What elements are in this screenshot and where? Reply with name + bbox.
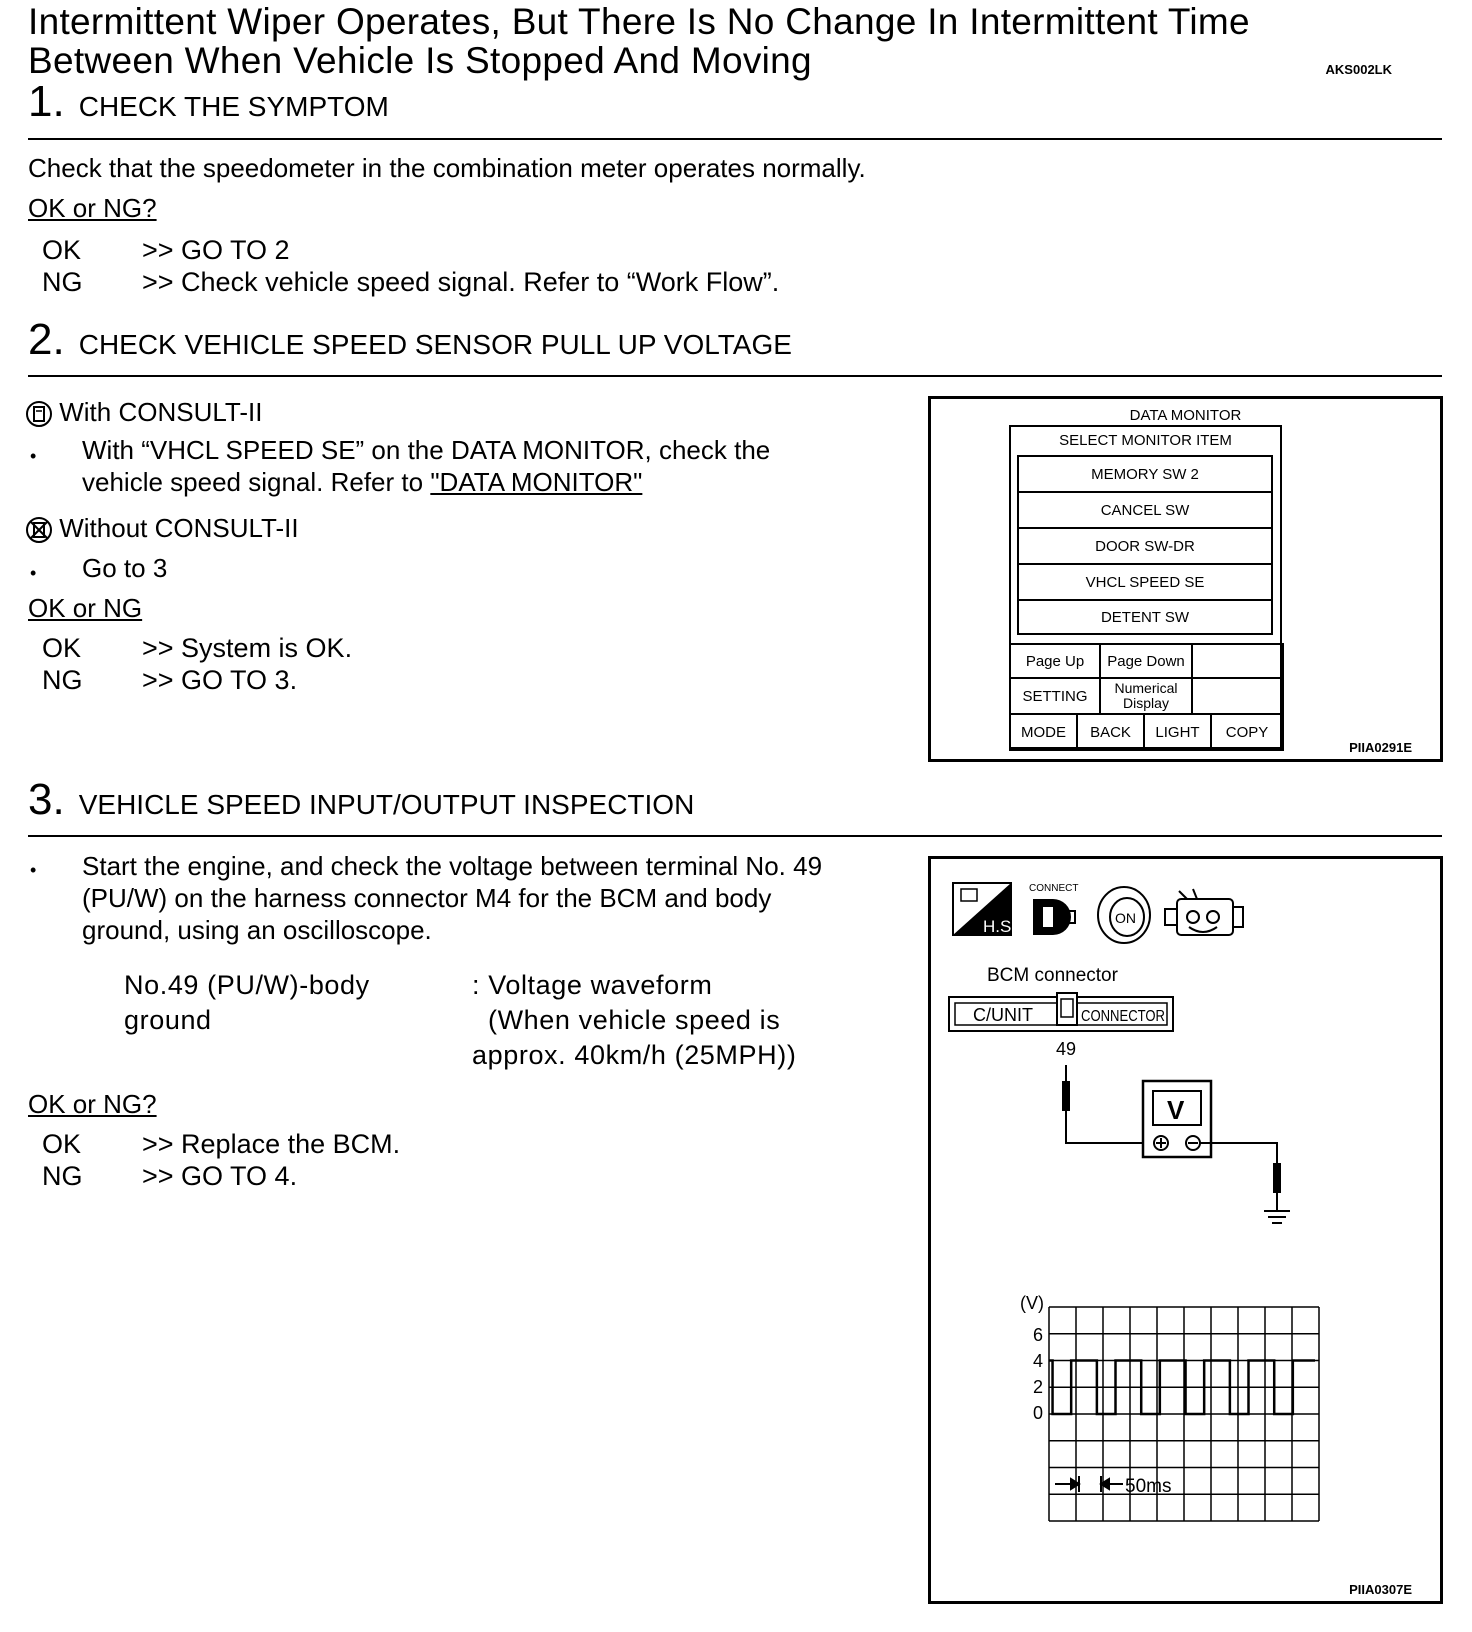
meter-label: V [1167, 1095, 1185, 1125]
ok-label: OK [42, 235, 82, 265]
ng-label: NG [42, 1161, 83, 1191]
with-consult-text: With “VHCL SPEED SE” on the DATA MONITOR, check the vehicle speed signal. Refer to "DATA MONITOR" [82, 435, 771, 497]
no-consult-icon [26, 517, 52, 543]
step-2-ok-row [42, 632, 352, 664]
empty-button [1191, 677, 1284, 715]
hs-label: H.S. [983, 917, 1017, 936]
figure-code: PIIA0291E [1349, 740, 1412, 755]
data-monitor-link[interactable]: "DATA MONITOR" [430, 467, 643, 497]
numerical-display-button[interactable]: Numerical Display [1099, 677, 1193, 715]
step-3-ng-row [42, 1160, 297, 1192]
empty-button [1191, 643, 1284, 679]
page-up-button[interactable]: Page Up [1009, 643, 1101, 679]
step-2-heading: 2 . CHECK VEHICLE SPEED SENSOR PULL UP VOLTAGE [28, 315, 792, 364]
time-scale-label: 50ms [1125, 1476, 1172, 1497]
y-tick-label: 6 [1033, 1325, 1044, 1345]
step-3-question: OK or NG? [28, 1089, 157, 1119]
monitor-item[interactable]: MEMORY SW 2 [1017, 455, 1273, 493]
step-3-heading: 3 . VEHICLE SPEED INPUT/OUTPUT INSPECTION [28, 775, 695, 824]
step-3-number: 3 [28, 775, 53, 824]
ng-action: >> Check vehicle speed signal. Refer to “Work Flow”. [142, 267, 780, 297]
divider [28, 138, 1442, 140]
step-3-title: VEHICLE SPEED INPUT/OUTPUT INSPECTION [78, 789, 695, 820]
copy-button[interactable]: COPY [1210, 713, 1284, 751]
step-1-ok-row [42, 234, 290, 266]
title-line-2: Between When Vehicle Is Stopped And Moving [28, 40, 812, 81]
engine-running-icon [1165, 889, 1243, 935]
without-consult-label: Without CONSULT-II [59, 513, 299, 543]
monitor-item[interactable]: VHCL SPEED SE [1017, 563, 1273, 601]
y-axis-unit: (V) [1020, 1293, 1044, 1313]
ng-action: >> GO TO 4. [142, 1161, 298, 1191]
terminal-number: 49 [1056, 1039, 1077, 1059]
ng-label: NG [42, 665, 83, 695]
step-1-question: OK or NG? [28, 193, 157, 223]
ground-icon [1264, 1211, 1290, 1223]
step-3-instruction: Start the engine, and check the voltage between terminal No. 49 (PU/W) on the harness connector M4 for the BCM and body ground, using an oscilloscope. [82, 851, 823, 945]
connector-label: CONNECTOR [1081, 1008, 1165, 1025]
data-monitor-screen [1009, 425, 1282, 749]
bullet: • [30, 446, 37, 466]
with-consult-heading [26, 396, 262, 428]
data-monitor-figure [928, 396, 1443, 762]
monitor-item-list [1017, 455, 1273, 635]
select-monitor-item: SELECT MONITOR ITEM [1059, 432, 1232, 449]
ok-label: OK [42, 633, 82, 663]
y-tick-label: 0 [1033, 1403, 1044, 1423]
ok-action: >> GO TO 2 [142, 235, 290, 265]
ok-action: >> System is OK. [142, 633, 353, 663]
back-button[interactable]: BACK [1076, 713, 1145, 751]
step-1-ng-row [42, 266, 779, 298]
step-2-question: OK or NG [28, 593, 143, 623]
wiring-diagram [931, 859, 1440, 1601]
on-label: ON [1115, 910, 1136, 926]
ng-action: >> GO TO 3. [142, 665, 298, 695]
step-2-number: 2 [28, 315, 53, 364]
bullet: • [30, 860, 37, 880]
page-title [28, 2, 1250, 80]
light-button[interactable]: LIGHT [1143, 713, 1212, 751]
step-2-ng-row [42, 664, 297, 696]
cunit-label: C/UNIT [973, 1005, 1033, 1025]
step-3-ok-row [42, 1128, 400, 1160]
bcm-connector-label: BCM connector [987, 965, 1118, 986]
bullet: • [30, 563, 37, 583]
disconnect-icon [1033, 899, 1075, 935]
divider [28, 835, 1442, 837]
title-line-1: Intermittent Wiper Operates, But There Is No Change In Intermittent Time [28, 1, 1250, 42]
oscilloscope-chart [1049, 1307, 1319, 1521]
page-down-button[interactable]: Page Down [1099, 643, 1193, 679]
time-scale-marker [1055, 1476, 1123, 1492]
monitor-item[interactable]: CANCEL SW [1017, 491, 1273, 529]
mode-button[interactable]: MODE [1009, 713, 1078, 751]
y-tick-label: 2 [1033, 1377, 1044, 1397]
spec-right: : Voltage waveform (When vehicle speed is approx. 40km/h (25MPH)) [472, 970, 797, 1070]
setting-button[interactable]: SETTING [1009, 677, 1101, 715]
without-consult-text: Go to 3 [82, 553, 168, 583]
doc-code: AKS002LK [1325, 62, 1392, 77]
step-1-instruction: Check that the speedometer in the combination meter operates normally. [28, 153, 866, 183]
consult-icon [26, 401, 52, 427]
connect-label: CONNECT [1029, 883, 1079, 894]
ok-action: >> Replace the BCM. [142, 1129, 401, 1159]
ng-label: NG [42, 267, 83, 297]
with-consult-label: With CONSULT-II [59, 397, 263, 427]
step-1-title: CHECK THE SYMPTOM [78, 91, 389, 122]
monitor-item[interactable]: DETENT SW [1017, 599, 1273, 635]
y-tick-label: 4 [1033, 1351, 1044, 1371]
step-1-heading: 1 . CHECK THE SYMPTOM [28, 77, 389, 126]
data-monitor-title: DATA MONITOR [1129, 407, 1242, 424]
divider [28, 375, 1442, 377]
step-2-title: CHECK VEHICLE SPEED SENSOR PULL UP VOLTAGE [78, 329, 792, 360]
step-1-number: 1 [28, 77, 53, 126]
oscilloscope-figure [928, 856, 1443, 1604]
monitor-item[interactable]: DOOR SW-DR [1017, 527, 1273, 565]
ok-label: OK [42, 1129, 82, 1159]
spec-left: No.49 (PU/W)-body ground [124, 970, 370, 1035]
probe-positive [1062, 1065, 1143, 1143]
without-consult-heading [26, 512, 299, 544]
figure-code: PIIA0307E [1349, 1582, 1412, 1597]
